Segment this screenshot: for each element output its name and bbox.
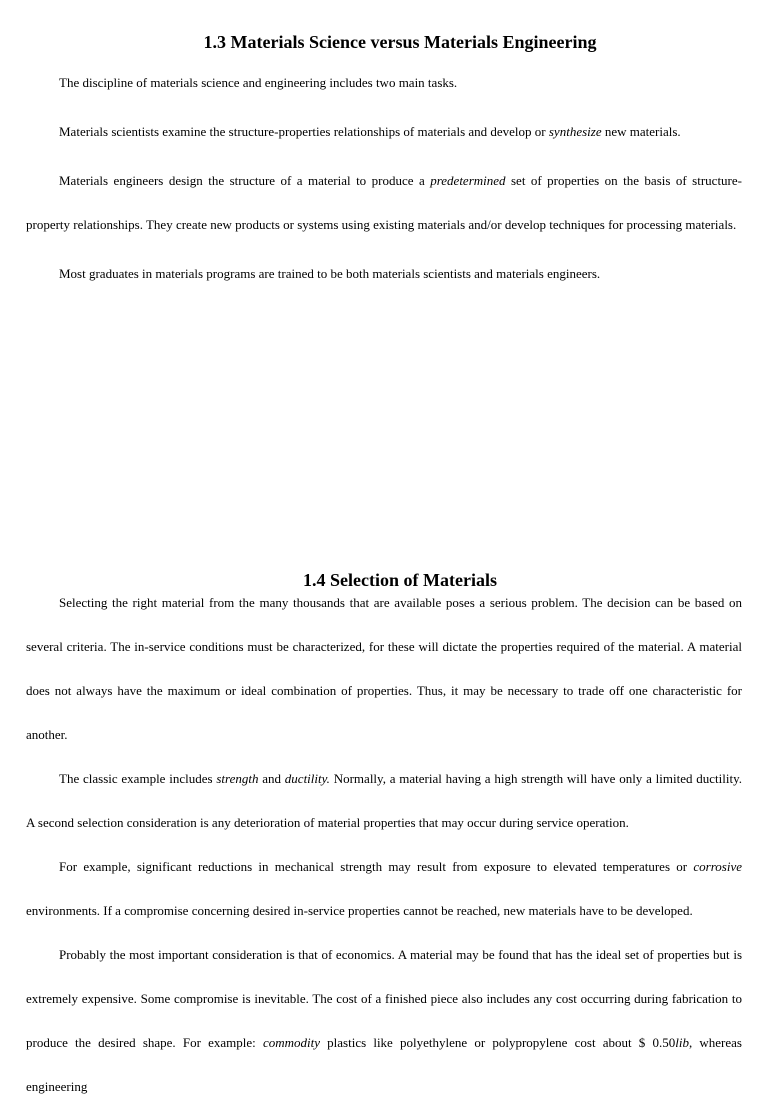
emphasis-text: strength (216, 771, 259, 786)
section-heading: 1.4 Selection of Materials (303, 570, 497, 590)
emphasis-text: lib (675, 1035, 689, 1050)
emphasis-text: commodity (262, 1035, 320, 1050)
paragraph-text: Normally, a material having a high strength will have only a limited ductility. A second selection consideration is any deterioration of material properties that may occur during service operation. (26, 771, 742, 830)
emphasis-text: ductility. (284, 771, 330, 786)
emphasis-text: synthesize (548, 124, 602, 139)
paragraph-text: Selecting the right material from the many thousands that are available poses a serious problem. The decision can be based on several criteria. The in-service conditions must be characterized, for these will dictate the properties required of the material. A material does not always have the maximum or ideal combination of properties. Thus, it may be necessary to trade off one characteristic for another. (26, 595, 742, 742)
paragraph (26, 110, 742, 154)
paragraph-text: The classic example includes (59, 771, 217, 786)
paragraph-text: set of properties on the basis of structure-property relationships. They create new products or systems using existing materials and/or develop techniques for processing materials. (26, 173, 742, 232)
emphasis-text: predetermined (430, 173, 506, 188)
paragraph-text: , whereas engineering (26, 1035, 742, 1094)
paragraph (26, 61, 742, 105)
section-1-3 (26, 30, 742, 301)
paragraph-text: Probably the most important consideration is that of economics. A material may be found that has the ideal set of properties but is extremely expensive. Some compromise is inevitable. The cost of a finished piece also includes any cost occurring during fabrication to produce the desired shape. For example: (26, 947, 742, 1050)
paragraph-text: For example, significant reductions in mechanical strength may result from exposure to elevated temperatures or (59, 859, 694, 874)
paragraph (26, 933, 742, 1109)
paragraph (26, 845, 742, 933)
paragraph-text: Most graduates in materials programs are trained to be both materials scientists and materials engineers. (59, 266, 601, 281)
section-1-4 (26, 568, 742, 1109)
paragraph-text: Materials engineers design the structure of a material to produce a (59, 173, 431, 188)
emphasis-text: corrosive (693, 859, 742, 874)
paragraph-text: new materials. (601, 124, 681, 139)
paragraph-text: Materials scientists examine the structure-properties relationships of materials and develop or (59, 124, 549, 139)
paragraph (26, 159, 742, 247)
paragraph-text: environments. If a compromise concerning desired in-service properties cannot be reached, new materials have to be developed. (26, 903, 693, 918)
paragraph-text: and (258, 771, 285, 786)
paragraph (26, 581, 742, 757)
paragraph-text: The discipline of materials science and engineering includes two main tasks. (59, 75, 458, 90)
paragraph (26, 757, 742, 845)
paragraph-text: plastics like polyethylene or polypropylene cost about $ 0.50 (319, 1035, 676, 1050)
paragraph (26, 252, 742, 296)
section-heading: 1.3 Materials Science versus Materials Engineering (203, 32, 597, 52)
